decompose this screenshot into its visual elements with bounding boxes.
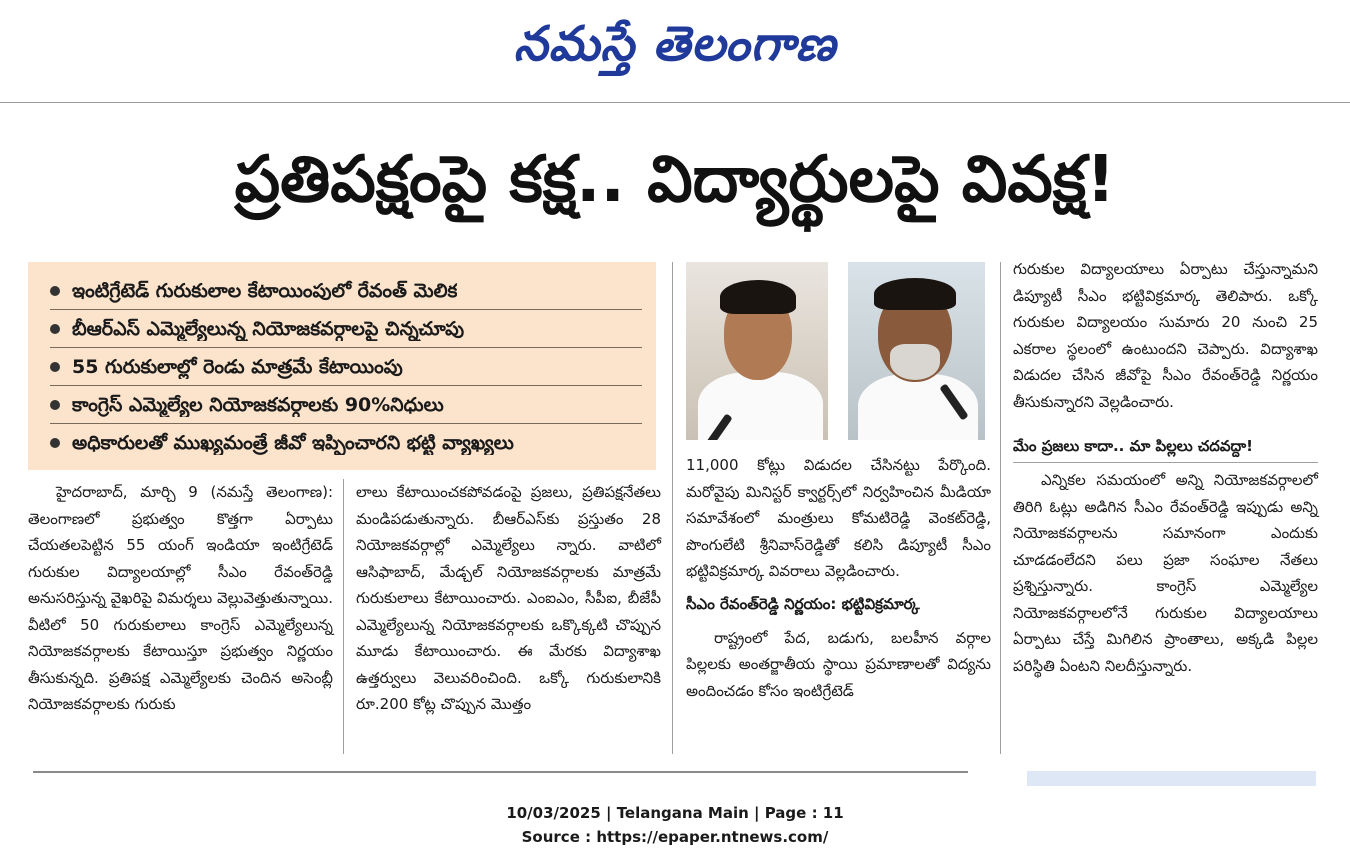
bullet-icon xyxy=(50,400,60,410)
article-column-2 xyxy=(356,479,661,718)
highlight-text: ఇంటిగ్రేటెడ్ గురుకులాల కేటాయింపులో రేవంత్ మెలిక xyxy=(72,279,458,302)
bullet-icon xyxy=(50,286,60,296)
photo-revanth-reddy xyxy=(686,262,828,440)
article-column-1 xyxy=(28,479,333,718)
footer-date-page: 10/03/2025 | Telangana Main | Page : 11 xyxy=(506,804,844,822)
highlight-item xyxy=(50,348,642,386)
bullet-icon xyxy=(50,362,60,372)
article-headline: ప్రతిపక్షంపై కక్ష.. విద్యార్థులపై వివక్ష! xyxy=(234,143,1116,217)
article-column-4 xyxy=(1013,256,1318,679)
article-subheading: మేం ప్రజలు కాదా.. మా పిల్లలు చదవద్దా! xyxy=(1013,437,1253,455)
page-footer xyxy=(0,801,1350,849)
highlight-item xyxy=(50,272,642,310)
article-paragraph: గురుకుల విద్యాలయాలు ఏర్పాటు చేస్తున్నామని డిప్యూటీ సీఎం భట్టివిక్రమార్క తెలిపారు. ఒక్కో గురుకుల విద్యాలయం సుమారు 20 నుంచి 25 ఎకరాల స్థలంలో ఉంటుందని చెప్పారు. విద్యాశాఖ విడుదల చేసిన జీవోపై సీఎం రేవంత్‌రెడ్డి నిర్ణయం తీసుకున్నారని వెల్లడించారు. xyxy=(1013,260,1318,411)
highlight-item xyxy=(50,310,642,348)
column-divider xyxy=(1000,262,1001,754)
article-paragraph: ఎన్నికల సమయంలో అన్ని నియోజకవర్గాలలో తిరిగి ఓట్లు అడిగిన సీఎం రేవంత్‌రెడ్డి ఇప్పుడు అన్ని నియోజకవర్గాలను సమానంగా ఎందుకు చూడడంలేదని పలు ప్రజా సంఘాల నేతలు ప్రశ్నిస్తున్నారు. కాంగ్రెస్ ఎమ్మెల్యేల నియోజకవర్గాలలోనే గురుకుల విద్యాలయాలు ఏర్పాటు చేస్తే మిగిలిన ప్రాంతాలు, అక్కడి పిల్లల పరిస్థితి ఏంటని నిలదీస్తున్నారు. xyxy=(1013,471,1318,675)
highlight-text: కాంగ్రెస్ ఎమ్మెల్యేల నియోజకవర్గాలకు 90%నిధులు xyxy=(72,393,444,416)
section-divider xyxy=(1013,462,1318,463)
article-paragraph: లాలు కేటాయించకపోవడంపై ప్రజలు, ప్రతిపక్షనేతలు మండిపడుతున్నారు. బీఆర్ఎస్‌కు ప్రస్తుతం 28 నియోజకవర్గాల్లో ఎమ్మెల్యేలు న్నారు. వాటిలో ఆసిఫాబాద్, మేడ్చల్ నియోజకవర్గాలకు మాత్రమే గురుకులాలు కేటాయించారు. ఎంఐఎం, సీపీఐ, బీజేపీ ఎమ్మెల్యేలున్న నియోజకవర్గాలకు ఒక్కొక్కటి చొప్పున మూడు కేటాయించారు. ఈ మేరకు విద్యాశాఖ ఉత్తర్వులు వెలువరించింది. ఒక్కో గురుకులానికి రూ.200 కోట్ల చొప్పున మొత్తం xyxy=(356,483,661,713)
highlight-text: అధికారులతో ముఖ్యమంత్రే జీవో ఇప్పించారని భట్టి వ్యాఖ్యలు xyxy=(72,432,514,454)
photo-hair xyxy=(720,280,796,314)
page-bottom-strip xyxy=(1027,771,1316,786)
masthead xyxy=(0,0,1350,100)
page-bottom-rule xyxy=(33,771,968,773)
photo-hair xyxy=(874,278,956,310)
masthead-divider xyxy=(0,102,1350,103)
article-paragraph: 11,000 కోట్లు విడుదల చేసినట్టు పేర్కొంది. మరోవైపు మినిస్టర్ క్వార్టర్స్‌లో నిర్వహించిన మీడియా సమావేశంలో మంత్రులు కోమటిరెడ్డి వెంకట్‌రెడ్డి, పొంగులేటి శ్రీనివాస్‌రెడ్డితో కలిసి డిప్యూటీ సీఎం భట్టివిక్రమార్క వివరాలు వెల్లడించారు. xyxy=(686,456,991,580)
newspaper-logo: నమస్తే తెలంగాణ xyxy=(513,16,837,72)
photo-bhatti-vikramarka xyxy=(848,262,985,440)
article-paragraph: హైదరాబాద్, మార్చి 9 (నమస్తే తెలంగాణ): తెలంగాణలో ప్రభుత్వం కొత్తగా ఏర్పాటు చేయతలపెట్టిన 55 యంగ్ ఇండియా ఇంటిగ్రేటెడ్ గురుకుల విద్యాలయాల్లో సీఎం రేవంత్‌రెడ్డి అనుసరిస్తున్న వైఖరిపై విమర్శలు వెల్లువెత్తుతున్నాయి. వీటిలో 50 గురుకులాలు కాంగ్రెస్ ఎమ్మెల్యేలున్న నియోజకవర్గాలకు కేటాయిస్తూ ప్రభుత్వం నిర్ణయం తీసుకున్నది. ప్రతిపక్ష ఎమ్మెల్యేలకు చెందిన అసెంబ్లీ నియోజకవర్గాలకు గురుకు xyxy=(28,483,333,713)
photo-beard xyxy=(890,344,940,380)
bullet-icon xyxy=(50,324,60,334)
highlights-box xyxy=(28,262,656,470)
highlight-text: బీఆర్ఎస్ ఎమ్మెల్యేలున్న నియోజకవర్గాలపై చిన్నచూపు xyxy=(72,317,465,340)
highlight-item xyxy=(50,424,642,462)
article-column-3 xyxy=(686,452,991,704)
highlight-item xyxy=(50,386,642,424)
article-paragraph: రాష్ట్రంలో పేద, బడుగు, బలహీన వర్గాల పిల్లలకు అంతర్జాతీయ స్థాయి ప్రమాణాలతో విద్యను అందించడం కోసం ఇంటిగ్రేటెడ్ xyxy=(686,628,991,700)
footer-source: Source : https://epaper.ntnews.com/ xyxy=(521,828,829,846)
article-subheading: సీఎం రేవంత్‌రెడ్డి నిర్ణయం: భట్టివిక్రమార్క xyxy=(686,594,920,613)
column-divider xyxy=(343,479,344,754)
bullet-icon xyxy=(50,438,60,448)
highlight-text: 55 గురుకులాల్లో రెండు మాత్రమే కేటాయింపు xyxy=(72,355,403,378)
column-divider xyxy=(672,262,673,754)
